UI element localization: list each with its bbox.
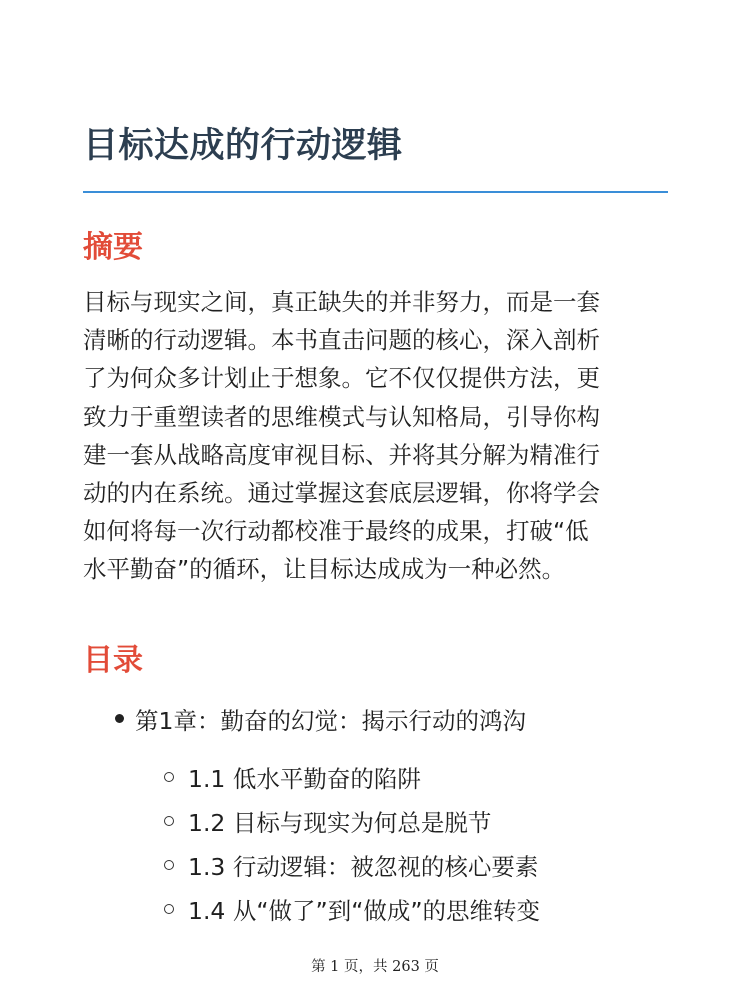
summary-heading: 摘要 <box>83 230 143 265</box>
toc-section-label: 1.1 低水平勤奋的陷阱 <box>188 765 421 793</box>
bullet-circle-icon <box>164 860 174 870</box>
bullet-circle-icon <box>164 816 174 826</box>
toc-section-item <box>188 848 538 882</box>
toc-section-label: 1.3 行动逻辑：被忽视的核心要素 <box>188 853 539 881</box>
summary-line: 了为何众多计划止于想象。它不仅仅提供方法，更 <box>83 364 600 393</box>
summary-line: 如何将每一次行动都校准于最终的成果，打破“低 <box>83 517 589 546</box>
document-title: 目标达成的行动逻辑 <box>83 126 403 166</box>
toc-section-item <box>188 892 540 926</box>
summary-paragraph <box>83 283 668 589</box>
bullet-circle-icon <box>164 904 174 914</box>
title-divider <box>83 191 668 193</box>
toc-chapter-label: 第1章：勤奋的幻觉：揭示行动的鸿沟 <box>135 707 526 735</box>
toc-heading: 目录 <box>83 643 143 678</box>
toc-section-label: 1.4 从“做了”到“做成”的思维转变 <box>188 897 541 925</box>
toc-chapter-item <box>135 702 526 736</box>
summary-line: 建一套从战略高度审视目标、并将其分解为精准行 <box>83 440 600 469</box>
toc-section-label: 1.2 目标与现实为何总是脱节 <box>188 809 492 837</box>
toc-section-item <box>188 804 491 838</box>
page-footer: 第 1 页，共 263 页 <box>311 959 439 975</box>
summary-line: 目标与现实之间，真正缺失的并非努力，而是一套 <box>83 288 600 316</box>
summary-line: 致力于重塑读者的思维模式与认知格局，引导你构 <box>83 402 600 431</box>
bullet-circle-icon <box>164 772 174 782</box>
summary-line: 清晰的行动逻辑。本书直击问题的核心，深入剖析 <box>83 326 600 355</box>
summary-line: 水平勤奋”的循环，让目标达成成为一种必然。 <box>83 555 566 584</box>
summary-line: 动的内在系统。通过掌握这套底层逻辑，你将学会 <box>83 479 600 508</box>
bullet-dot-icon <box>115 714 124 723</box>
toc-section-item <box>188 760 421 794</box>
